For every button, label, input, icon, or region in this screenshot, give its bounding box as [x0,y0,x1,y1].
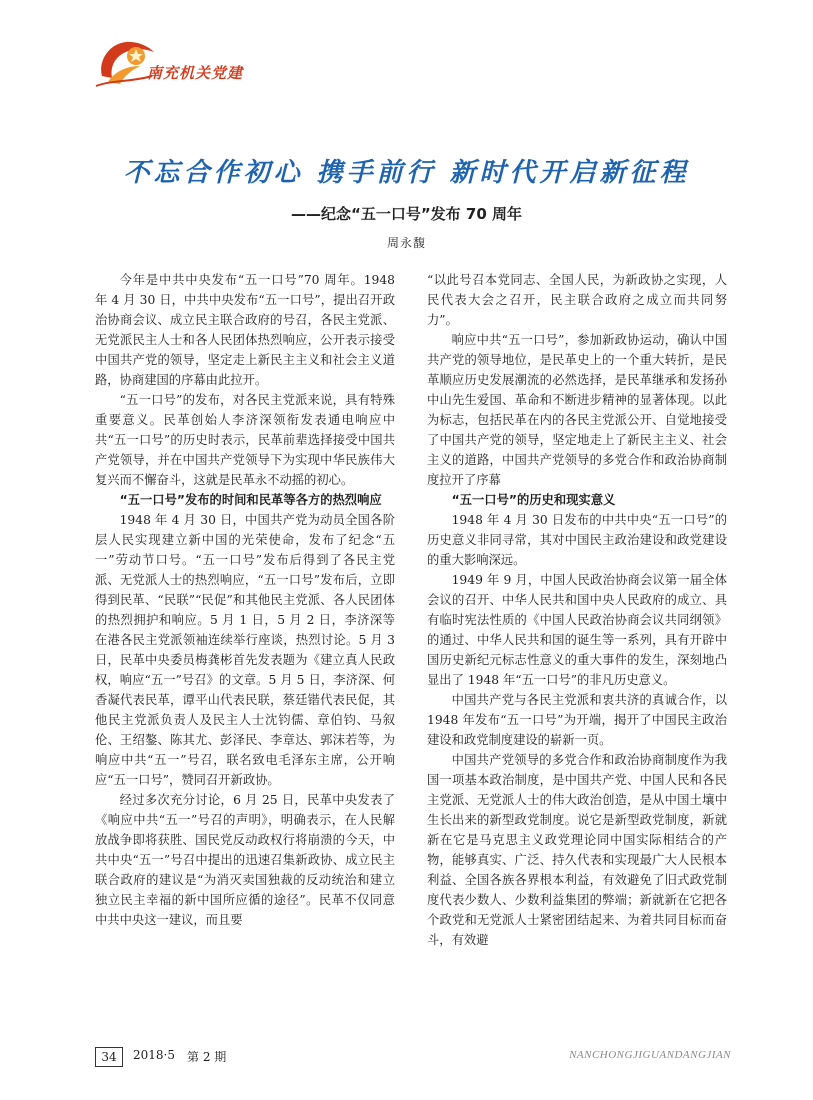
paragraph: 中国共产党与各民主党派和衷共济的真诚合作，以 1948 年发布“五一口号”为开端，揭开了中国民主政治建设和政党制度建设的崭新一页。 [427,693,727,747]
article-author: 周永馥 [386,236,426,250]
paragraph: 1948 年 4 月 30 日，中国共产党为动员全国各阶层人民实现建立新中国的光荣使命，发布了纪念“五一”劳动节口号。“五一口号”发布后得到了各民主党派、无党派人士的热烈响应，“五一口号”发布后，立即得到民革、“民联”“民促”和其他民主党派、各人民团体的热烈拥护和响应。5 月 1 日，5 月 2 日，李济深等在港各民主党派领袖连续举行座谈，热烈讨论。5 月 3 日，民革中央委员梅龚彬首先发表题为《建立真人民政权，响应“五一”号召》的文章。5 月 5 日，李济深、何香凝代表民革，谭平山代表民联，蔡廷锴代表民促，其他民主党派负责人及民主人士沈钧儒、章伯钧、马叙伦、王绍鏊、陈其尤、彭泽民、李章达、郭沫若等，为响应中共“五一”号召，联名致电毛泽东主席，公开响应“五一口号”，赞同召开新政协。 [95,513,395,787]
page-number: 34 [95,1047,123,1067]
paragraph: “五一口号”的发布，对各民主党派来说，具有特殊重要意义。民革创始人李济深领衔发表通电响应中共“五一口号”的历史时表示，民革前辈选择接受中国共产党领导，并在中国共产党领导下为实现中华民族伟大复兴而不懈奋斗，这就是民革永不动摇的初心。 [95,393,395,487]
journal-logo [92,32,282,92]
section-heading: “五一口号”的历史和现实意义 [451,493,616,507]
journal-logo-text: 南充机关党建 [147,64,244,82]
page-footer [95,1047,731,1069]
paragraph: “以此号召本党同志、全国人民，为新政协之实现，人民代表大会之召开，民主联合政府之成立而共同努力”。 [427,273,727,327]
left-column [95,270,395,930]
paragraph: 今年是中共中央发布“五一口号”70 周年。1948 年 4 月 30 日，中共中央发布“五一口号”，提出召开政治协商会议、成立民主联合政府的号召，各民主党派、无党派民主人士和各人民团体热烈响应，公开表示接受中国共产党的领导，坚定走上新民主主义和社会主义道路，协商建国的序幕由此拉开。 [95,273,395,387]
right-column [427,270,727,950]
journal-name-pinyin: NANCHONGJIGUANDANGJIAN [569,1049,731,1061]
paragraph: 响应中共“五一口号”，参加新政协运动，确认中国共产党的领导地位，是民革史上的一个重大转折，是民革顺应历史发展潮流的必然选择，是民革继承和发扬孙中山先生爱国、革命和不断进步精神的显著体现。以此为标志，包括民革在内的各民主党派公开、自觉地接受了中国共产党的领导，坚定地走上了新民主主义、社会主义的道路，中国共产党领导的多党合作和政治协商制度拉开了序幕 [427,333,727,487]
paragraph: 1949 年 9 月，中国人民政治协商会议第一届全体会议的召开、中华人民共和国中央人民政府的成立、具有临时宪法性质的《中国人民政治协商会议共同纲领》的通过、中华人民共和国的诞生等一系列，具有开辟中国历史新纪元标志性意义的重大事件的发生，深刻地凸显出了 1948 年“五一口号”的非凡历史意义。 [427,573,727,687]
paragraph: 中国共产党领导的多党合作和政治协商制度作为我国一项基本政治制度，是中国共产党、中国人民和各民主党派、无党派人士的伟大政治创造，是从中国土壤中生长出来的新型政党制度。说它是新型政党制度，新就新在它是马克思主义政党理论同中国实际相结合的产物，能够真实、广泛、持久代表和实现最广大人民根本利益、全国各族各界根本利益，有效避免了旧式政党制度代表少数人、少数利益集团的弊端；新就新在它把各个政党和无党派人士紧密团结起来、为着共同目标而奋斗，有效避 [427,753,727,947]
issue-number: 第 2 期 [187,1050,227,1064]
paragraph: 经过多次充分讨论，6 月 25 日，民革中央发表了《响应中共“五一”号召的声明》，明确表示，在人民解放战争即将获胜、国民党反动政权行将崩溃的今天，中共中央“五一”号召中提出的迅速召集新政协、成立民主联合政府的建议是“为消灭卖国独裁的反动统治和建立独立民主幸福的新中国所应循的途径”。民革不仅同意中共中央这一建议，而且要 [95,793,395,927]
article-title: 不忘合作初心 携手前行 新时代开启新征程 [123,158,690,188]
article-subtitle: ——纪念“五一口号”发布 70 周年 [290,205,523,223]
section-heading: “五一口号”发布的时间和民革等各方的热烈响应 [119,493,382,507]
issue-date: 2018·5 [133,1048,175,1062]
paragraph: 1948 年 4 月 30 日发布的中共中央“五一口号”的历史意义非同寻常，其对中国民主政治建设和政党建设的重大影响深远。 [427,513,727,567]
